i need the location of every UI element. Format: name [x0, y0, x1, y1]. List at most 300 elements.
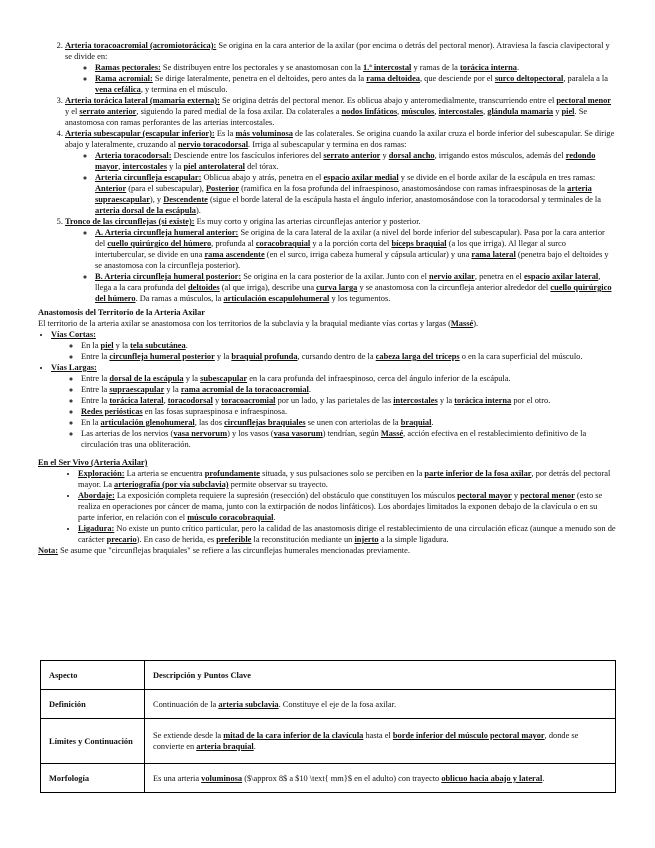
emphasis: [487, 107, 553, 116]
emphasis: [78, 524, 114, 533]
table-cell-desc: [145, 690, 616, 719]
text-span: B. Arteria circunfleja humeral posterior:: [95, 272, 242, 281]
emphasis: [354, 535, 378, 544]
emphasis: [51, 363, 97, 372]
branch-toracodorsal: [95, 150, 616, 172]
text-span: .: [516, 63, 520, 72]
emphasis: [178, 140, 248, 149]
text-span: , donde se convierte en: [153, 731, 579, 751]
text-span: Se origina detrás del pectoral menor. Es oblicua abajo y anteromedialmente, transcurriendo entre el: [219, 96, 557, 105]
text-span: Massé: [380, 429, 404, 438]
item-toracica-lateral: [65, 95, 616, 128]
emphasis: [183, 162, 244, 171]
text-span: curva larga: [316, 283, 358, 292]
text-span: (penetra bajo el deltoides y se anastomosa con la circunfleja posterior).: [95, 250, 609, 270]
emphasis: [95, 184, 126, 193]
text-span: rama acromial de la toracoacromial: [180, 385, 309, 394]
emphasis: [556, 96, 611, 105]
text-span: espacio axilar lateral: [523, 272, 599, 281]
emphasis: [429, 272, 475, 281]
text-span: y: [511, 491, 521, 500]
text-span: ), y: [149, 195, 164, 204]
emphasis: [323, 173, 398, 182]
emphasis: [95, 151, 172, 160]
text-span: nervio axilar: [429, 272, 475, 281]
emphasis: [457, 491, 512, 500]
text-span: Oblicua abajo y atrás, penetra en el: [201, 173, 324, 182]
text-span: Nota:: [38, 546, 59, 555]
text-span: .: [542, 773, 545, 783]
text-span: por un lado, y las parietales de las: [275, 396, 394, 405]
text-span: cuello quirúrgico del húmero: [107, 239, 212, 248]
list-item: [81, 417, 616, 428]
emphasis: [163, 195, 208, 204]
emphasis: [451, 319, 473, 328]
emphasis: [95, 74, 153, 83]
item-subescapular: [65, 128, 616, 216]
text-span: Entre la: [81, 374, 110, 383]
emphasis: [376, 352, 460, 361]
emphasis: [393, 396, 438, 405]
text-span: dorsal de la escápula: [109, 374, 184, 383]
text-span: a la simple ligadura.: [378, 535, 449, 544]
text-span: situada, y sus pulsaciones solo se perciben en la: [259, 469, 425, 478]
text-span: redondo mayor: [95, 151, 596, 171]
vivo-heading: [38, 457, 616, 468]
text-span: (para el subescapular),: [126, 184, 206, 193]
text-span: Exploración:: [78, 469, 125, 478]
list-item: [81, 384, 616, 395]
emphasis: [223, 731, 363, 740]
emphasis: [65, 96, 220, 105]
text-span: permite observar su trayecto.: [228, 480, 328, 489]
branch-circunfleja-escapular: [95, 172, 616, 216]
text-span: nervio toracodorsal: [178, 140, 249, 149]
text-span: 1.ª intercostal: [362, 63, 412, 72]
emphasis: [206, 184, 239, 193]
vivo-abordaje: [78, 490, 616, 523]
emphasis: [187, 513, 273, 522]
text-span: circunfleja humeral posterior: [109, 352, 215, 361]
list-item: [81, 351, 616, 362]
emphasis: [95, 173, 201, 182]
text-span: arteria subclavia: [218, 699, 279, 709]
text-span: coracobraquial: [255, 239, 311, 248]
emphasis: [323, 151, 380, 160]
emphasis: [342, 107, 398, 116]
text-span: y la: [214, 352, 232, 361]
item-tronco-circunflejas: [65, 216, 616, 304]
text-span: hasta el: [363, 731, 393, 740]
emphasis: [316, 283, 357, 292]
text-span: braquial: [400, 418, 432, 427]
emphasis: [459, 63, 520, 72]
text-span: La exposición completa requiere la supresión (resección) del obstáculo que constituyen los músculos: [114, 491, 458, 500]
vias-largas-list: [51, 373, 616, 450]
text-span: ($\approx 8$ a $10 \text{ mm}$ en el adulto) con trayecto: [242, 773, 442, 783]
table-cell-desc: [145, 719, 616, 764]
text-span: torácica lateral: [109, 396, 164, 405]
emphasis: [235, 129, 292, 138]
collateral-list: [38, 40, 616, 304]
text-span: y: [380, 151, 389, 160]
emphasis: [393, 731, 545, 740]
text-span: Arteria toracodorsal:: [95, 151, 172, 160]
emphasis: [231, 352, 297, 361]
text-span: tela subcutánea: [130, 341, 186, 350]
text-span: Se origina en la cara anterior de la axilar (por encima o detrás del pectoral menor). Atraviesa la fascia clavipectoral y se divide en:: [65, 41, 610, 61]
text-span: .: [273, 513, 276, 522]
emphasis: [109, 352, 214, 361]
text-span: , que desciende por el: [419, 74, 495, 83]
list-item: [81, 406, 616, 417]
emphasis: [109, 396, 163, 405]
text-span: ,: [163, 396, 168, 405]
text-span: y: [212, 396, 222, 405]
text-span: ). En caso de herida, es: [136, 535, 217, 544]
branch-pectorales: [95, 62, 616, 73]
emphasis: [109, 374, 183, 383]
emphasis: [561, 107, 574, 116]
table-header-descripcion: Descripción y Puntos Clave: [145, 661, 616, 690]
text-span: ).: [195, 206, 201, 215]
text-span: intercostales: [438, 107, 484, 116]
emphasis: [401, 107, 434, 116]
circunflejas-branches: [65, 227, 616, 304]
emphasis: [95, 85, 141, 94]
text-span: más voluminosa: [235, 129, 293, 138]
text-span: arteria supraescapular: [95, 184, 592, 204]
emphasis: [130, 341, 186, 350]
emphasis: [95, 272, 241, 281]
emphasis: [424, 469, 531, 478]
text-span: y a la porción corta del: [310, 239, 392, 248]
vivo-ligadura: [78, 523, 616, 545]
text-span: toracodorsal: [167, 396, 213, 405]
text-span: .: [431, 418, 434, 427]
text-span: del tórax.: [244, 162, 279, 171]
emphasis: [173, 429, 227, 438]
text-span: articulación escapulohumeral: [223, 294, 330, 303]
text-span: Es la: [214, 129, 236, 138]
text-span: (esto se realiza en operaciones por cáncer de mama, junto con la extirpación de nodos linfáticos). Los abordajes limitados la exponen debajo de la clavícula o en su parte inferior, en relación con el: [78, 491, 603, 522]
text-span: profundamente: [204, 469, 260, 478]
text-span: en la cara profunda del infraespinoso, cerca del ángulo inferior de la escápula.: [247, 374, 511, 383]
text-span: . Constituye el eje de la fosa axilar.: [278, 699, 397, 709]
text-span: por el otro.: [511, 396, 551, 405]
text-span: Entre la: [81, 396, 110, 405]
text-span: pectoral mayor: [457, 491, 512, 500]
text-span: (a los que irriga). Al llegar al surco intertubercular, se divide en una: [95, 239, 566, 259]
emphasis: [524, 272, 598, 281]
emphasis: [65, 129, 215, 138]
text-span: surco deltopectoral: [494, 74, 564, 83]
text-span: piel: [561, 107, 575, 116]
text-span: bíceps braquial: [391, 239, 447, 248]
text-span: Arteria circunfleja escapular:: [95, 173, 202, 182]
branch-circunfleja-posterior: [95, 271, 616, 304]
text-span: Descendente: [163, 195, 208, 204]
emphasis: [51, 330, 96, 339]
table-header-aspecto: Aspecto: [41, 661, 145, 690]
text-span: serrato anterior: [323, 151, 381, 160]
text-span: Se dirige lateralmente, penetra en el deltoides, pero antes da la: [152, 74, 367, 83]
text-span: rama ascendente: [204, 250, 265, 259]
emphasis: [122, 162, 167, 171]
text-span: Ramas pectorales:: [95, 63, 161, 72]
emphasis: [107, 239, 211, 248]
text-span: nodos linfáticos: [341, 107, 398, 116]
summary-table: [40, 660, 616, 793]
text-span: . Se anastomosa con ramas perforantes de las arterias intercostales.: [65, 107, 588, 127]
emphasis: [363, 63, 411, 72]
text-span: cuello quirúrgico del húmero: [95, 283, 612, 303]
text-span: injerto: [354, 535, 379, 544]
emphasis: [81, 407, 143, 416]
text-span: borde inferior del músculo pectoral mayor: [392, 731, 545, 740]
text-span: parte inferior de la fosa axilar: [424, 469, 532, 478]
text-span: serrato anterior: [79, 107, 137, 116]
text-span: vena cefálica: [95, 85, 141, 94]
emphasis: [196, 742, 253, 751]
table-cell-label: Definición: [41, 690, 145, 719]
text-span: Es una arteria: [153, 773, 202, 783]
table-header-row: [41, 661, 616, 690]
text-span: vasa vasorum: [273, 429, 323, 438]
table-row: [41, 764, 616, 793]
text-span: , acción efectiva en el restablecimiento definitivo de la circulación tras una obliteración.: [81, 429, 587, 449]
text-span: intercostales: [393, 396, 438, 405]
text-span: , por detrás del pectoral mayor. La: [78, 469, 611, 489]
text-span: y la: [183, 374, 201, 383]
text-span: Se origina de la cara lateral de la axilar (a nivel del borde inferior del subescapular). Pasa por la cara anterior del: [95, 228, 605, 248]
text-span: .: [253, 742, 256, 751]
text-span: y ramas de la: [411, 63, 460, 72]
text-span: voluminosa: [201, 773, 243, 783]
branch-acromial: [95, 73, 616, 95]
text-span: , llega a la cara profunda del: [95, 272, 601, 292]
text-span: (ramifica en la fosa profunda del infraespinoso, anastomosándose con ramas infraespinosas de la: [238, 184, 568, 193]
text-span: torácica interna: [459, 63, 517, 72]
emphasis: [204, 250, 264, 259]
emphasis: [366, 74, 420, 83]
text-span: arteriografía (por vía subclavia): [114, 480, 229, 489]
text-span: pectoral menor: [520, 491, 575, 500]
text-span: , profunda al: [211, 239, 256, 248]
document-body: [38, 40, 616, 556]
table-row: [41, 719, 616, 764]
text-span: y la: [166, 162, 184, 171]
text-span: y se divide en el borde axilar de la escápula en tres ramas:: [398, 173, 596, 182]
text-span: A. Arteria circunfleja humeral anterior:: [95, 228, 239, 237]
text-span: mitad de la cara inferior de la clavícula: [223, 731, 364, 740]
emphasis: [101, 418, 195, 427]
text-span: vasa nervorum: [173, 429, 228, 438]
vivo-list: [38, 468, 616, 545]
text-span: .: [308, 385, 311, 394]
text-span: músculo coracobraquial: [187, 513, 274, 522]
text-span: músculos: [401, 107, 435, 116]
emphasis: [168, 396, 213, 405]
emphasis: [454, 396, 511, 405]
text-span: Entre la: [81, 385, 110, 394]
text-span: , paralela a la: [563, 74, 608, 83]
text-span: Continuación de la: [153, 699, 219, 709]
emphasis: [188, 283, 220, 292]
text-span: En la: [81, 418, 101, 427]
text-span: ) y los vasos (: [227, 429, 274, 438]
emphasis: [109, 385, 164, 394]
emphasis: [95, 63, 161, 72]
emphasis: [107, 535, 137, 544]
emphasis: [201, 774, 242, 783]
text-span: Massé: [450, 319, 474, 328]
text-span: rama deltoidea: [366, 74, 420, 83]
text-span: cabeza larga del tríceps: [375, 352, 460, 361]
text-span: oblicuo hacia abajo y lateral: [441, 773, 543, 783]
vias-cortas: [51, 329, 616, 362]
text-span: (en el surco, irriga cabeza humeral y cápsula articular) y una: [264, 250, 472, 259]
emphasis: [256, 239, 310, 248]
text-span: ,: [118, 162, 123, 171]
text-span: Abordaje:: [78, 491, 115, 500]
text-span: y se anastomosa con la circunfleja anterior alrededor del: [357, 283, 551, 292]
emphasis: [95, 228, 238, 237]
branch-circunfleja-anterior: [95, 227, 616, 271]
text-span: Vías Cortas:: [51, 330, 96, 339]
emphasis: [65, 217, 195, 226]
text-span: rama lateral: [471, 250, 516, 259]
text-span: .: [185, 341, 188, 350]
text-span: , penetra en el: [474, 272, 524, 281]
text-span: Arteria torácica lateral (mamaria externa):: [65, 96, 220, 105]
text-span: la reconstitución mediante un: [251, 535, 355, 544]
text-span: ) tendrían, según: [322, 429, 381, 438]
emphasis: [381, 429, 403, 438]
emphasis: [223, 294, 329, 303]
emphasis: [95, 206, 196, 215]
emphasis: [391, 239, 446, 248]
emphasis: [114, 480, 229, 489]
text-span: espacio axilar medial: [323, 173, 399, 182]
vias-cortas-list: [51, 340, 616, 362]
text-span: Posterior: [205, 184, 239, 193]
emphasis: [389, 151, 435, 160]
text-span: . Da ramas a músculos, la: [135, 294, 224, 303]
emphasis: [101, 341, 114, 350]
text-span: Vías Largas:: [51, 363, 97, 372]
text-span: intercostales: [122, 162, 167, 171]
text-span: glándula mamaria: [487, 107, 554, 116]
text-span: , y termina en el músculo.: [140, 85, 228, 94]
table-row: [41, 690, 616, 719]
vias-largas: [51, 362, 616, 450]
emphasis: [439, 107, 484, 116]
text-span: Redes periósticas: [81, 407, 143, 416]
emphasis: [471, 250, 515, 259]
emphasis: [200, 374, 247, 383]
text-span: de las colaterales. Se origina cuando la axilar cruza el borde inferior del subescapular. Se dirige abajo y lateralmente, cruzando al: [65, 129, 615, 149]
emphasis: [181, 385, 309, 394]
text-span: , las dos: [194, 418, 225, 427]
text-span: pectoral menor: [556, 96, 612, 105]
text-span: En la: [81, 341, 101, 350]
text-span: , irrigando estos músculos, además del: [434, 151, 566, 160]
text-span: Se extiende desde la: [153, 731, 224, 740]
text-span: Anterior: [95, 184, 127, 193]
text-span: La arteria se encuentra: [124, 469, 205, 478]
text-span: ,: [483, 107, 488, 116]
emphasis: [441, 773, 545, 783]
text-span: se unen con arteriolas de la: [305, 418, 401, 427]
text-span: Arteria subescapular (escapular inferior):: [65, 129, 215, 138]
text-span: arteria dorsal de la escápula: [95, 206, 196, 215]
emphasis: [495, 74, 563, 83]
text-span: subescapular: [200, 374, 248, 383]
text-span: precario: [106, 535, 137, 544]
list-item: [81, 373, 616, 384]
text-span: El territorio de la arteria axilar se anastomosa con los territorios de la subclavia y la braquial mediante vías cortas y largas (: [38, 319, 451, 328]
text-span: en las fosas supraespinosa e infraespinosa.: [142, 407, 288, 416]
text-span: preferible: [216, 535, 252, 544]
emphasis: [274, 429, 323, 438]
text-span: dorsal ancho: [388, 151, 435, 160]
emphasis: [218, 700, 278, 709]
text-span: supraescapular: [109, 385, 165, 394]
text-span: y los tegumentos.: [329, 294, 391, 303]
text-span: , cursando dentro de la: [297, 352, 376, 361]
text-span: , siguiendo la pared medial de la fosa axilar. Da colaterales a: [136, 107, 342, 116]
text-span: y la: [164, 385, 181, 394]
emphasis: [520, 491, 575, 500]
text-span: piel: [100, 341, 114, 350]
toracoacromial-branches: [65, 62, 616, 95]
text-span: Tronco de las circunflejas (si existe):: [65, 217, 195, 226]
emphasis: [401, 418, 432, 427]
emphasis: [65, 41, 216, 50]
text-span: No existe un punto crítico particular, pero la calidad de las anastomosis dirige el restablecimiento de una circulación eficaz (aunque a menudo son de carácter: [78, 524, 616, 544]
text-span: Rama acromial:: [95, 74, 153, 83]
text-span: (sigue el borde lateral de la escápula hasta el ángulo inferior, anastomosándose con la toracodorsal y terminales de la: [207, 195, 601, 204]
text-span: ).: [473, 319, 479, 328]
table-cell-desc: [145, 764, 616, 793]
text-span: . Irriga al subescapular y termina en dos ramas:: [248, 140, 407, 149]
anastomosis-heading: Anastomosis del Territorio de la Arteria Axilar: [38, 308, 206, 317]
text-span: braquial profunda: [231, 352, 298, 361]
emphasis: [38, 546, 58, 555]
table-cell-label: Límites y Continuación: [41, 719, 145, 764]
table-cell-label: Morfología: [41, 764, 145, 793]
list-item: [81, 395, 616, 406]
list-item: [81, 428, 616, 450]
text-span: Es muy corto y origina las arterias circunflejas anterior y posterior.: [194, 217, 421, 226]
text-span: Arteria toracoacromial (acromiotorácica):: [65, 41, 217, 50]
text-span: Se asume que "circunflejas braquiales" se refiere a las circunflejas humerales mencionadas previamente.: [58, 546, 410, 555]
nota: [38, 545, 616, 556]
text-span: Se distribuyen entre los pectorales y se anastomosan con la: [160, 63, 363, 72]
text-span: Ligadura:: [78, 524, 115, 533]
vivo-exploracion: [78, 468, 616, 490]
text-span: y la: [113, 341, 131, 350]
subescapular-branches: [65, 150, 616, 216]
emphasis: [78, 469, 125, 478]
text-span: Se origina en la cara posterior de la axilar. Junto con el: [241, 272, 430, 281]
item-toracoacromial: [65, 40, 616, 95]
text-span: piel anterolateral: [183, 162, 245, 171]
emphasis: [79, 107, 136, 116]
anastomosis-list: [38, 329, 616, 450]
text-span: torácica interna: [454, 396, 512, 405]
